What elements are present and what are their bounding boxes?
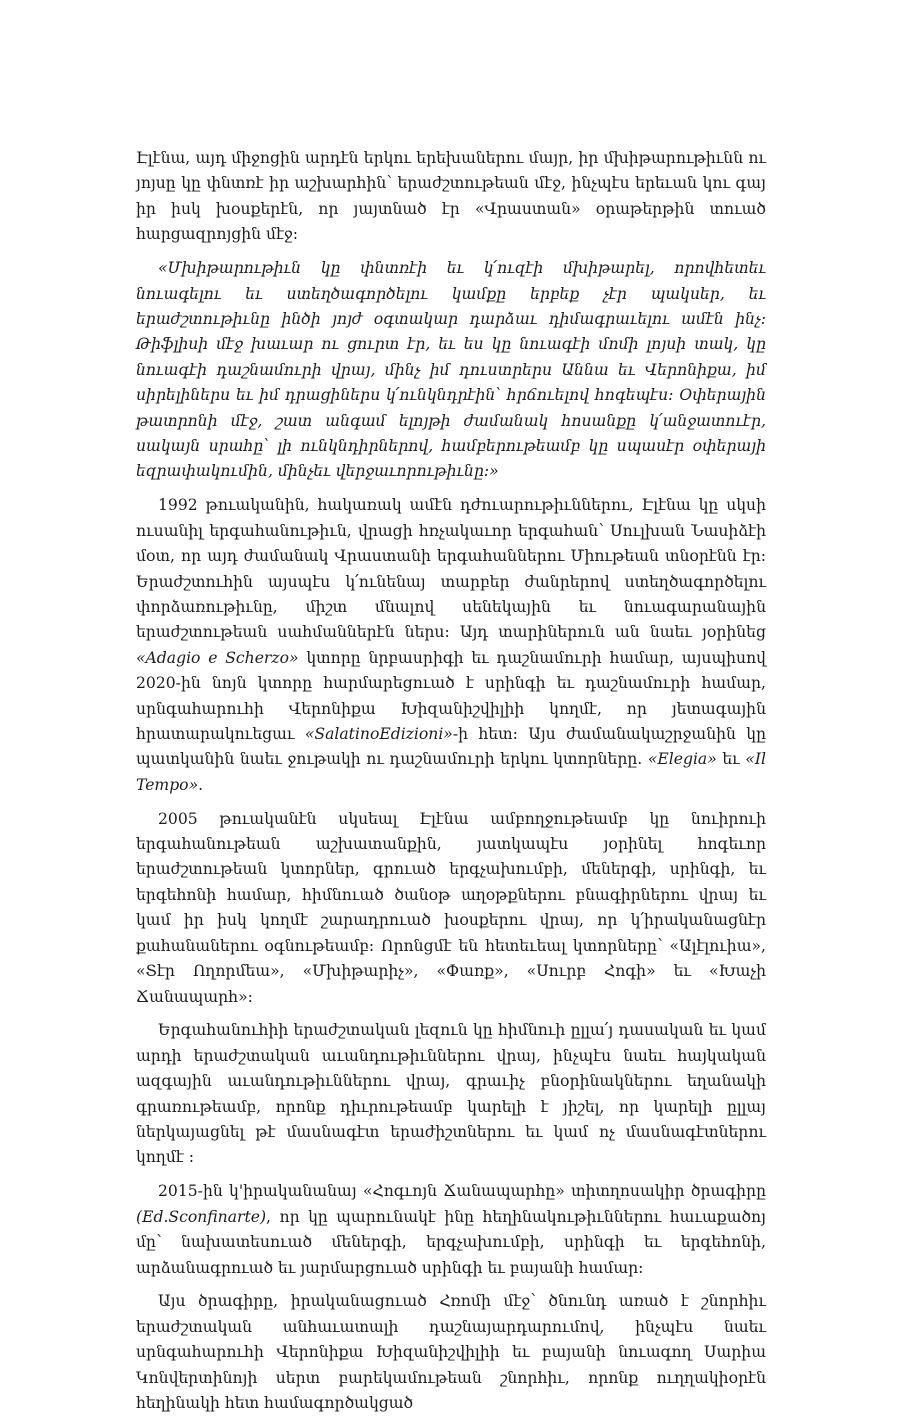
paragraph-3-text-e: . (198, 775, 204, 794)
work-title-adagio: «Adagio e Scherzo» (136, 648, 299, 667)
paragraph-6-text-a: 2015-ին կ'իրականանայ «Հոգւոյն Ճանապարհը» տիտղոսակիր ծրագիրը (158, 1182, 766, 1201)
paragraph-3-text-b: կտորը նրբասրիգի եւ դաշնամուրի համար, այսպիսով 2020-ին նոյն կտորը հարմարեցուած է սրինգի եւ դաշնամուրի համար, սրնգահարուհի Վերոնիքա Խիզանիշվիլիի կողմէ, որ յետագային հրատարակուեցաւ (136, 648, 766, 743)
paragraph-3-text-d: եւ (716, 750, 746, 769)
paragraph-3 (136, 493, 766, 798)
paragraph-6 (136, 1179, 766, 1281)
publisher-sconfinarte: (Ed.Sconfinarte) (136, 1207, 267, 1226)
paragraph-3-text-c: -ի հետ: Այս ժամանակաշրջանին կը պատկանին նաեւ ջութակի ու դաշնամուրի երկու կտորները. (136, 724, 767, 769)
paragraph-5-text: Երգահանուհիի երաժշտական լեզուն կը հիմնուի ըլլա՛յ դասական եւ կամ արդի երաժշտական աւանդութիւններու վրայ, ինչպէս նաեւ հայկական ազգային աւանդութիւններու վրայ, գրաւիչ բնօրինակներու եղանակի գրառութեամբ, որոնք դիւրութեամբ կարելի է յիշել, որ կարելի ըլլայ ներկայացնել թէ մասնագէտ երաժիշտներու եւ կամ ոչ մասնագէտներու կողմէ : (136, 1021, 766, 1167)
paragraph-4 (136, 807, 766, 1010)
paragraph-6-text-b: , որ կը պարունակէ ինը հեղինակութիւններու հաւաքածոյ մը՝ նախատեսուած մեներգի, երգչախումբի, սրինգի եւ երգեհոնի, արձանագրուած եւ յարմարցուած սրինգի եւ բայանի համար: (136, 1207, 766, 1277)
paragraph-1-text: Էլէնա, այդ միջոցին արդէն երկու երեխաներու մայր, իր մխիթարութիւնն ու յոյսը կը փնտռէ իր աշխարհին՝ երաժշտութեան մէջ, ինչպէս երեւան կու գայ իր իսկ խօսքերէն, որ յայտնած էր «Վրաստան» օրաթերթին տուած հարցազրոյցին մէջ: (136, 149, 766, 244)
paragraph-5 (136, 1018, 766, 1170)
paragraph-2-text: «Մխիթարութիւն կը փնտռէի եւ կ՛ուզէի մխիթարել, որովհետեւ նուագելու եւ ստեղծագործելու կամքը երբեք չէր պակսեր, եւ երաժշտութիւնը ինծի յոյժ օգտակար դարձաւ դիմագրաւելու ամէն ինչ: Թիֆլիսի մէջ խաւար ու ցուրտ էր, եւ ես կը նուագէի մոմի լոյսի տակ, կը նուագէի դաշնամուրի վրայ, մինչ իմ դուստրերս Աննա եւ Վերոնիքա, իմ սիրելիներս եւ իմ դրացիներս կ՛ունկնդրէին՝ հրճուելով հոգեպէս: Օփերային թատրոնի մէջ, շատ անգամ ելոյթի ժամանակ հոսանքը կ՛անջատուէր, սակայն սրահը՝ լի ունկնդիրներով, համբերութեամբ կը սպասէր օփերայի եզրափակումին, մինչեւ վերջաւորութիւնը:» (136, 259, 766, 481)
document-page (136, 146, 766, 1425)
work-title-il-tempo: «Il Tempo» (136, 750, 766, 794)
publisher-name: «SalatinoEdizioni» (304, 724, 453, 743)
paragraph-3-text-a: 1992 թուականին, հակառակ ամէն դժուարութիւններու, Էլէնա կը սկսի ուսանիլ երգահանութիւն, վրացի հռչակաւոր երգահան՝ Սուլխան Նասիձէի մօտ, որ այդ ժամանակ Վրաստանի երգահաններու Միութեան տնօրէնն էր: Երաժշտուհին այսպէս կ՛ունենայ տարբեր ժանրերով ստեղծագործելու փորձառութիւնը, միշտ մնալով սենեկային եւ նուագարանային երաժշտութեան սահմաններէն ներս: Այդ տարիներուն ան նաեւ յօրինեց (136, 496, 766, 642)
paragraph-4-text: 2005 թուականէն սկսեալ Էլէնա ամբողջութեամբ կը նուիրուի երգահանութեան աշխատանքին, յատկապէս յօրինել հոգեւոր երաժշտութեան կտորներ, գրուած երգչախումբի, մեներգի, սրինգի, եւ երգեհոնի համար, հիմնուած ծանօթ աղօթքներու բնագիրներու վրայ եւ կամ իր իսկ կողմէ շարադրուած խօսքերու վրայ, որ կ՛իրականացնէր քահանաներու օգնութեամբ: Որոնցմէ են հետեւեալ կտորները՝ «Ալէլուիա», «Տէր Ողորմեա», «Մխիթարիչ», «Փառք», «Սուրբ Հոգի» եւ «Խաչի Ճանապարհ»: (136, 809, 766, 1006)
paragraph-7-text: Այս ծրագիրը, իրականացուած Հռոմի մէջ՝ ծնունդ առած է շնորհիւ երաժշտական անհաւատալի դաշնայարդարումով, ինչպէս նաեւ սրնգահարուհի Վերոնիքա Խիզանիշվիլիի եւ բայանի նուագող Սարիա Կոնվերտինոյի սերտ բարեկամութեան շնորհիւ, որոնք ուղղակիօրէն հեղինակի հետ համագործակցած (136, 1292, 766, 1413)
paragraph-1 (136, 146, 766, 248)
work-title-elegia: «Elegia» (647, 750, 717, 769)
paragraph-2-quote (136, 256, 766, 485)
paragraph-7 (136, 1289, 766, 1416)
